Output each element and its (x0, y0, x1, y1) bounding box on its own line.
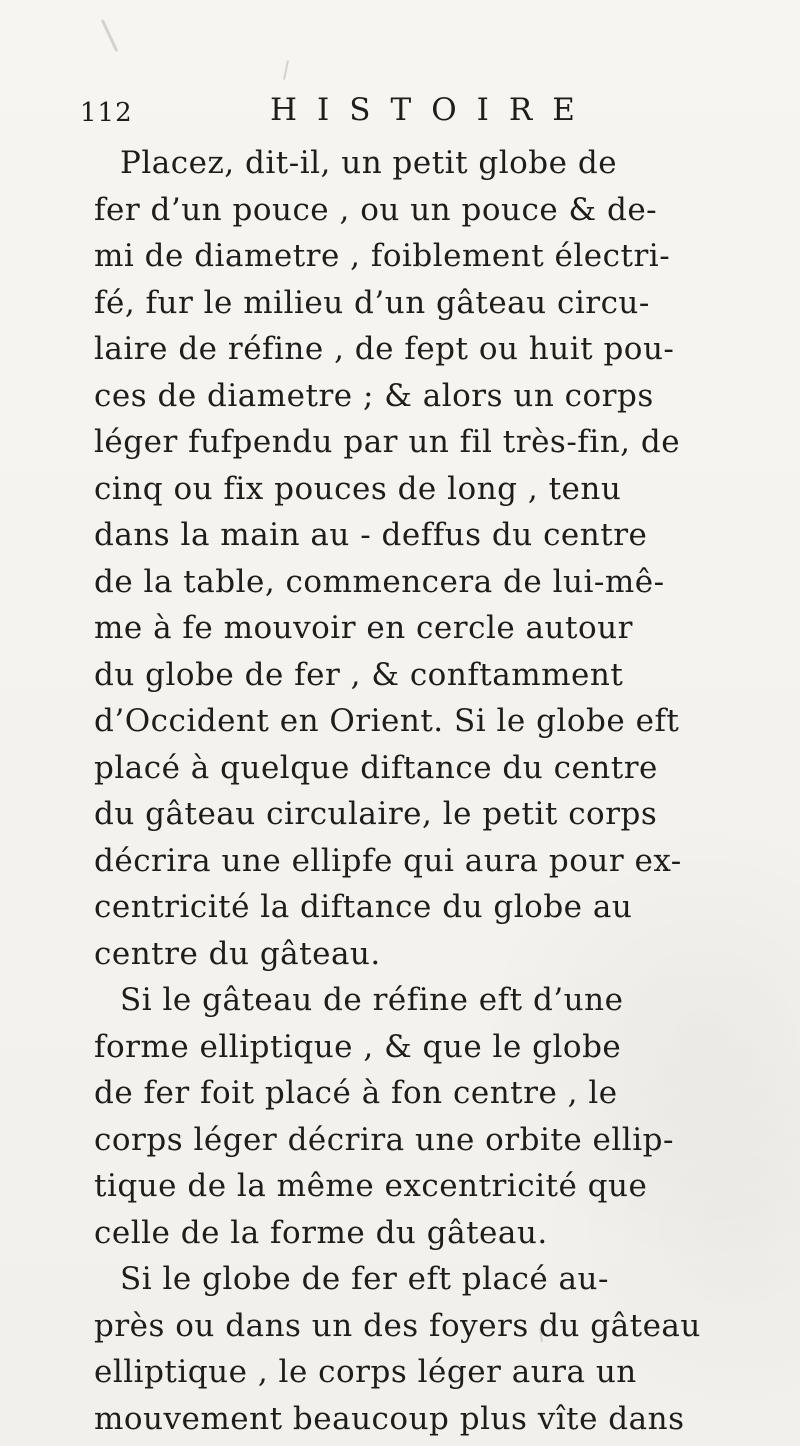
body-text (94, 140, 770, 1442)
text-line: corps léger décrira une orbite ellip- (94, 1121, 674, 1158)
page-number: 112 (80, 98, 133, 128)
text-line: de la table, commencera de lui-mê- (94, 563, 665, 600)
text-line: Si le gâteau de réfine eft d’une (120, 982, 624, 1018)
text-line: d’Occident en Orient. Si le globe eft (94, 703, 680, 739)
text-line: elliptique , le corps léger aura un (94, 1354, 637, 1390)
text-line: cinq ou fix pouces de long , tenu (94, 470, 622, 507)
text-line: celle de la forme du gâteau. (94, 1214, 548, 1251)
text-line: fé, fur le milieu d’un gâteau circu- (94, 284, 650, 321)
text-line: ces de diametre ; & alors un corps (94, 377, 654, 414)
text-line: de fer foit placé à fon centre , le (94, 1075, 618, 1111)
text-line: Placez, dit-il, un petit globe de (120, 145, 618, 181)
text-line: mi de diametre , foiblement électri- (94, 238, 671, 274)
paper-mark (283, 60, 289, 80)
text-line: centre du gâteau. (94, 935, 381, 972)
text-line: centricité la diftance du globe au (94, 889, 633, 925)
text-line: tique de la même excentricité que (94, 1168, 648, 1204)
text-line: dans la main au - deffus du centre (94, 517, 648, 553)
text-line: placé à quelque diftance du centre (94, 749, 658, 786)
text-line: décrira une ellipfe qui aura pour ex- (94, 842, 682, 879)
text-line: du globe de fer , & conftamment (94, 656, 624, 693)
paragraph (94, 140, 770, 977)
running-title: HISTOIRE (270, 92, 595, 128)
text-line: me à fe mouvoir en cercle autour (94, 610, 633, 646)
text-line: du gâteau circulaire, le petit corps (94, 796, 658, 832)
text-line: Si le globe de fer eft placé au- (120, 1261, 609, 1297)
text-line: près ou dans un des foyers du gâteau (94, 1307, 701, 1344)
paper-mark (101, 19, 119, 52)
text-line: fer d’un pouce , ou un pouce & de- (94, 191, 658, 228)
paragraph (94, 1256, 770, 1442)
paragraph (94, 977, 770, 1256)
text-line: léger fufpendu par un fil très-fin, de (94, 424, 681, 460)
text-line: mouvement beaucoup plus vîte dans (94, 1400, 685, 1437)
text-line: forme elliptique , & que le globe (94, 1028, 622, 1065)
running-head (80, 92, 600, 140)
text-line: laire de réfine , de fept ou huit pou- (94, 331, 675, 367)
